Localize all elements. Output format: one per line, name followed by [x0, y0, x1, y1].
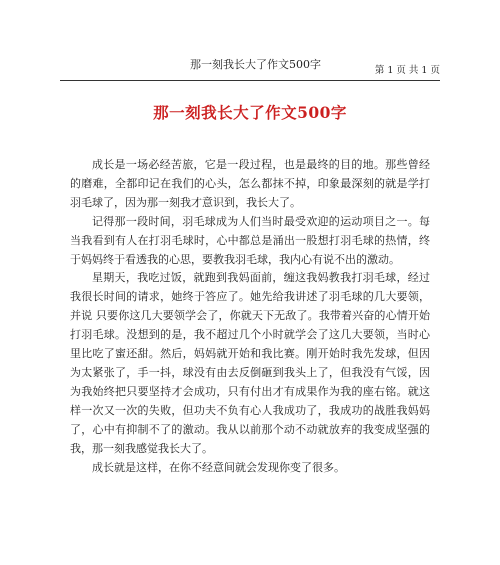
header-title: 那一刻我长大了作文500字 [190, 58, 321, 71]
document-title: 那一刻我长大了作文500字 [153, 103, 347, 122]
page-number: 第 1 页 共 1 页 [374, 65, 440, 76]
paragraph-4: 成长就是这样，在你不经意间就会发现你变了很多。 [92, 460, 345, 474]
paragraph-2: 记得那一段时间，羽毛球成为人们当时最受欢迎的运动项目之一。每当我看到有人在打羽毛球时，心中都总是涌出一股想打羽毛球的热情，终于妈妈终于看透我的心思，要教我羽毛球，我内心有说不出的激动。 [70, 214, 430, 266]
document-body [70, 156, 430, 477]
paragraph-3: 星期天，我吃过饭，就跑到我妈面前，缠这我妈教我打羽毛球，经过我很长时间的请求，她终于答应了。她先给我讲述了羽毛球的几大要领，并说 只要你这几大要领学会了，你就天下无敌了。我带着兴奋的心情开始打羽毛球。没想到的是，我不超过几个小时就学会了这几大要领，当时心里比吃了蜜还甜。然后，妈妈就开始和我比赛。刚开始时我先发球，但因为太紧张了，手一抖，球没有由去反倒砸到我头上了，但我没有气馁，因为我始终把只要坚持才会成功，只有付出才有成果作为我的座右铭。就这样一次又一次的失败，但功夫不负有心人我成功了，我成功的战胜我妈妈了，心中有抑制不了的激动。我从以前那个动不动就放弃的我变成坚强的我，那一刻我感觉我长大了。 [70, 271, 430, 455]
page-header [60, 50, 440, 81]
paragraph-1: 成长是一场必经苦旅，它是一段过程，也是最终的目的地。那些曾经的磨难，全都印记在我们的心头，怎么都抹不掉，印象最深刻的就是学打羽毛球了，因为那一刻我才意识到，我长大了。 [70, 158, 430, 209]
